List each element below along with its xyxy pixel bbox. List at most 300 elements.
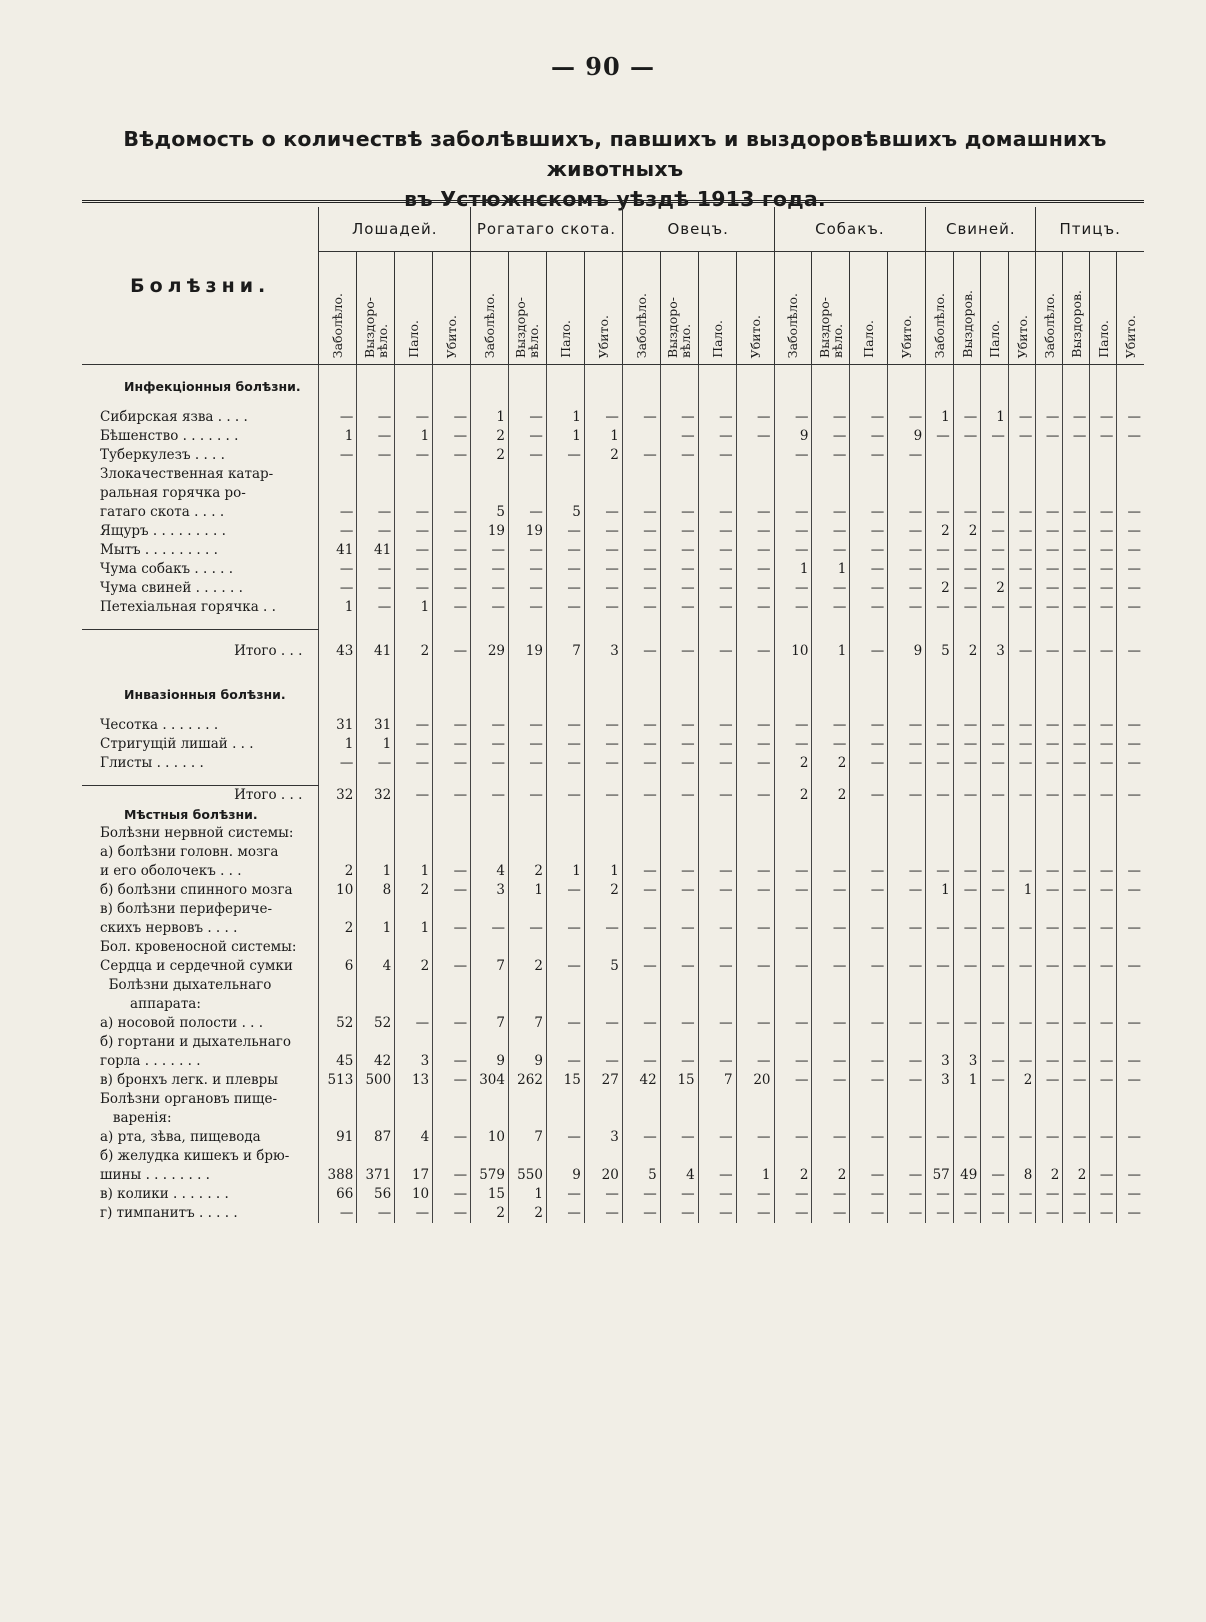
subcolumn-header [546,252,584,365]
table-cell [1063,1147,1090,1166]
table-cell: — [888,579,926,598]
table-cell [953,824,981,843]
table-cell [319,843,357,862]
table-cell [953,685,981,704]
disease-label: Чума собакъ . . . . . [100,561,234,577]
table-cell [1090,661,1117,673]
table-cell [812,661,850,673]
table-cell [319,938,357,957]
table-cell [1063,685,1090,704]
table-cell [1008,773,1036,786]
table-cell [660,704,698,716]
table-cell: 2 [774,1166,812,1185]
table-cell [584,1033,622,1052]
table-cell: — [1063,1014,1090,1033]
table-cell [1036,773,1063,786]
table-cell: — [812,1128,850,1147]
table-cell [981,1109,1009,1128]
table-cell: 2 [812,754,850,773]
table-cell [926,465,954,484]
table-cell: — [509,579,547,598]
table-row [82,465,1144,484]
table-cell [433,938,471,957]
table-cell [1008,843,1036,862]
table-cell: 7 [509,1128,547,1147]
animal-group-header: Рогатаго скота. [471,207,623,252]
table-cell: — [546,1204,584,1223]
table-cell [850,377,888,396]
table-cell [357,465,395,484]
table-cell: — [1008,642,1036,661]
table-cell: — [812,716,850,735]
table-cell: — [698,1166,736,1185]
table-cell: — [1117,786,1144,806]
table-cell: 56 [357,1185,395,1204]
table-cell [1036,630,1063,643]
table-cell: — [433,642,471,661]
table-cell: — [546,541,584,560]
table-cell [981,704,1009,716]
table-cell [953,661,981,673]
table-cell [1090,824,1117,843]
table-cell: — [1117,1052,1144,1071]
table-cell: — [1090,1071,1117,1090]
table-cell: — [736,560,774,579]
table-cell: — [433,862,471,881]
table-cell [1117,1033,1144,1052]
disease-label: в) болѣзни перифериче- [100,901,273,917]
table-cell [774,995,812,1014]
table-cell: — [509,735,547,754]
table-cell: — [812,522,850,541]
table-cell [319,1147,357,1166]
subcolumn-header-text: Пало. [557,320,573,358]
table-cell: 2 [774,786,812,806]
table-cell: — [812,1185,850,1204]
table-cell [471,673,509,685]
table-cell: — [850,522,888,541]
table-cell: 2 [953,522,981,541]
table-cell [509,824,547,843]
table-cell: — [622,957,660,976]
table-row [82,1014,1144,1033]
table-cell [584,900,622,919]
table-cell [622,630,660,643]
table-cell: — [1036,503,1063,522]
table-cell: — [1008,786,1036,806]
table-cell: — [622,1204,660,1223]
table-cell [471,824,509,843]
table-cell [926,1147,954,1166]
table-cell: — [698,919,736,938]
table-cell [357,843,395,862]
table-cell: — [888,1166,926,1185]
table-cell: 9 [888,427,926,446]
table-cell: 3 [584,1128,622,1147]
table-cell: — [1063,881,1090,900]
table-cell: — [584,560,622,579]
table-cell: — [1090,503,1117,522]
table-cell: — [660,786,698,806]
table-cell [926,617,954,630]
table-cell: — [433,503,471,522]
table-cell [736,377,774,396]
table-cell: — [357,427,395,446]
table-cell: — [1036,735,1063,754]
table-cell [1090,484,1117,503]
table-cell: — [395,716,433,735]
table-cell [357,900,395,919]
table-cell: — [433,446,471,465]
table-cell [953,1109,981,1128]
table-cell [736,938,774,957]
subcolumn-header [1090,252,1117,365]
table-cell [1008,465,1036,484]
table-cell: — [660,1014,698,1033]
table-cell [888,630,926,643]
table-cell: — [953,862,981,881]
table-cell [357,995,395,1014]
table-cell: — [622,786,660,806]
table-cell: — [1063,541,1090,560]
table-cell: — [1090,1185,1117,1204]
table-cell [471,1109,509,1128]
table-cell [471,377,509,396]
table-cell: — [546,579,584,598]
table-cell: 9 [471,1052,509,1071]
table-cell: — [357,503,395,522]
table-cell: — [953,716,981,735]
table-cell: — [981,1166,1009,1185]
table-cell: — [926,1185,954,1204]
animal-group-header: Свиней. [926,207,1036,252]
table-cell: — [1090,786,1117,806]
table-cell: 5 [584,957,622,976]
table-cell: — [1036,1185,1063,1204]
subcolumn-header [357,252,395,365]
table-cell: 1 [546,408,584,427]
table-cell [1036,938,1063,957]
table-cell [953,617,981,630]
table-cell: — [850,716,888,735]
table-cell [471,995,509,1014]
table-cell: 1 [774,560,812,579]
table-cell [546,377,584,396]
table-cell [850,1109,888,1128]
table-cell: — [926,541,954,560]
table-cell [584,843,622,862]
table-cell [1008,673,1036,685]
table-cell: — [774,541,812,560]
subcolumn-header [736,252,774,365]
table-cell: — [736,716,774,735]
table-cell [1090,617,1117,630]
table-cell [926,805,954,824]
table-cell: 5 [926,642,954,661]
table-cell: — [395,408,433,427]
table-cell: 3 [584,642,622,661]
table-cell [622,976,660,995]
table-cell: — [357,560,395,579]
table-cell [433,484,471,503]
table-row [82,408,1144,427]
table-cell: — [357,598,395,617]
table-cell [1008,704,1036,716]
table-cell: — [1063,735,1090,754]
table-cell: — [812,503,850,522]
table-cell: — [736,1128,774,1147]
table-cell [953,1090,981,1109]
table-cell: — [1036,642,1063,661]
table-cell: 1 [953,1071,981,1090]
table-cell [509,976,547,995]
table-cell [1090,396,1117,408]
table-cell: — [1008,1014,1036,1033]
table-cell [888,377,926,396]
table-cell [1063,773,1090,786]
table-cell: — [698,642,736,661]
table-cell [1036,704,1063,716]
table-cell: — [926,735,954,754]
table-cell: 1 [319,735,357,754]
table-cell: — [622,541,660,560]
title-line-2: въ Устюжнскомъ уѣздѣ 1913 года. [404,187,826,211]
table-cell: — [736,919,774,938]
table-cell: 1 [395,919,433,938]
table-cell: 371 [357,1166,395,1185]
table-cell [546,484,584,503]
table-cell [622,843,660,862]
table-cell [981,1147,1009,1166]
table-cell [812,1090,850,1109]
table-cell [509,1033,547,1052]
table-cell [698,396,736,408]
table-cell [888,900,926,919]
table-cell: — [622,1014,660,1033]
table-cell: — [888,1128,926,1147]
subcolumn-header-text: Убито. [1014,314,1030,358]
table-cell [953,976,981,995]
table-cell [736,976,774,995]
table-cell: — [981,919,1009,938]
table-cell: 2 [395,642,433,661]
table-cell [395,396,433,408]
table-cell [698,843,736,862]
table-cell [622,377,660,396]
table-cell [660,1109,698,1128]
table-cell [1008,617,1036,630]
table-cell: — [698,1014,736,1033]
table-cell: — [850,881,888,900]
table-row [82,976,1144,995]
table-cell: 49 [953,1166,981,1185]
table-cell: — [1036,716,1063,735]
table-row [82,824,1144,843]
table-cell: — [622,642,660,661]
table-cell: — [1090,1014,1117,1033]
disease-label: гатаго скота . . . . [100,504,225,520]
table-cell: — [812,1204,850,1223]
table-cell [1090,365,1117,378]
table-cell: — [319,579,357,598]
table-cell [395,900,433,919]
table-cell: — [1008,862,1036,881]
table-cell [1090,704,1117,716]
table-cell [395,976,433,995]
table-row [82,1109,1144,1128]
table-cell: — [660,862,698,881]
table-cell: — [926,786,954,806]
table-cell: — [1036,786,1063,806]
table-cell: — [509,503,547,522]
table-cell: — [698,1128,736,1147]
table-cell [584,824,622,843]
table-cell [622,661,660,673]
table-cell: — [471,786,509,806]
disease-label: Петехіальная горячка . . [100,599,276,615]
table-cell: 3 [981,642,1009,661]
table-cell [584,465,622,484]
table-cell: — [584,541,622,560]
subcolumn-header-text: Пало. [709,320,725,358]
table-cell: — [1008,408,1036,427]
table-cell: — [736,541,774,560]
table-cell [395,805,433,824]
table-cell [850,704,888,716]
table-cell [509,484,547,503]
table-cell: — [850,862,888,881]
table-cell: 45 [319,1052,357,1071]
table-cell [1090,465,1117,484]
table-cell: 500 [357,1071,395,1090]
table-cell [471,843,509,862]
disease-label: Ящуръ . . . . . . . . . [100,523,226,539]
statistics-table-wrapper [82,200,1144,1223]
table-cell: — [736,1052,774,1071]
table-cell [953,1147,981,1166]
table-row [82,1166,1144,1185]
disease-label: в) бронхъ легк. и плевры [100,1072,279,1088]
table-cell: — [1117,919,1144,938]
table-cell [888,938,926,957]
table-cell: — [774,522,812,541]
table-cell [509,673,547,685]
table-cell: — [660,754,698,773]
table-cell: — [1008,754,1036,773]
table-cell [850,396,888,408]
table-cell [471,661,509,673]
table-cell: — [926,427,954,446]
table-cell: 1 [395,427,433,446]
disease-label: б) гортани и дыхательнаго [100,1034,291,1050]
table-cell [319,1033,357,1052]
table-cell: — [660,957,698,976]
table-cell [736,843,774,862]
table-cell [981,377,1009,396]
table-cell: — [736,427,774,446]
table-cell: — [1063,1185,1090,1204]
table-cell [509,617,547,630]
table-cell [926,900,954,919]
table-cell: 15 [471,1185,509,1204]
table-cell [736,396,774,408]
table-cell [1063,630,1090,643]
table-cell: — [698,716,736,735]
table-cell: — [433,716,471,735]
table-cell [926,704,954,716]
table-cell: — [1036,1052,1063,1071]
table-cell [319,1090,357,1109]
table-cell: — [660,919,698,938]
table-cell: 3 [395,1052,433,1071]
section-title: Мѣстныя болѣзни. [124,807,258,822]
table-cell: — [433,881,471,900]
table-cell [1117,377,1144,396]
table-cell [1008,805,1036,824]
table-row [82,919,1144,938]
table-cell: — [774,1128,812,1147]
table-cell: — [433,1204,471,1223]
table-cell: — [622,560,660,579]
table-cell: — [850,579,888,598]
table-row [82,427,1144,446]
table-cell: — [1063,1071,1090,1090]
table-cell: 19 [509,642,547,661]
table-cell: 2 [926,579,954,598]
table-cell: — [812,579,850,598]
table-cell [774,630,812,643]
title-line-1: Вѣдомость о количествѣ заболѣвшихъ, павшихъ и выздоровѣвшихъ домашнихъ животныхъ [123,127,1107,181]
table-cell [736,661,774,673]
table-cell [357,805,395,824]
table-cell: — [1063,1052,1090,1071]
disease-label: Итого . . . [234,787,303,803]
table-cell [1090,938,1117,957]
table-cell: — [850,427,888,446]
table-cell: — [1063,598,1090,617]
table-cell [319,377,357,396]
table-cell [1036,673,1063,685]
table-cell [926,630,954,643]
table-cell: — [660,579,698,598]
table-cell: — [953,1204,981,1223]
table-cell [395,938,433,957]
table-cell: — [774,735,812,754]
table-cell: — [850,919,888,938]
table-cell [509,396,547,408]
table-cell: — [1117,1204,1144,1223]
table-cell: — [471,579,509,598]
disease-label: варенія: [100,1110,172,1126]
table-cell: — [888,881,926,900]
table-cell: — [1036,754,1063,773]
table-cell: 41 [319,541,357,560]
table-cell [736,1147,774,1166]
table-cell: 1 [1008,881,1036,900]
table-cell [319,396,357,408]
table-cell [1117,704,1144,716]
table-cell: — [546,716,584,735]
table-cell: — [471,735,509,754]
subcolumn-header-text: Заболѣло. [1041,292,1057,358]
table-cell [1008,685,1036,704]
table-cell: 2 [584,446,622,465]
subcolumn-header [1117,252,1144,365]
table-cell: — [1063,522,1090,541]
table-cell [1063,1090,1090,1109]
table-cell [395,824,433,843]
table-cell [433,805,471,824]
